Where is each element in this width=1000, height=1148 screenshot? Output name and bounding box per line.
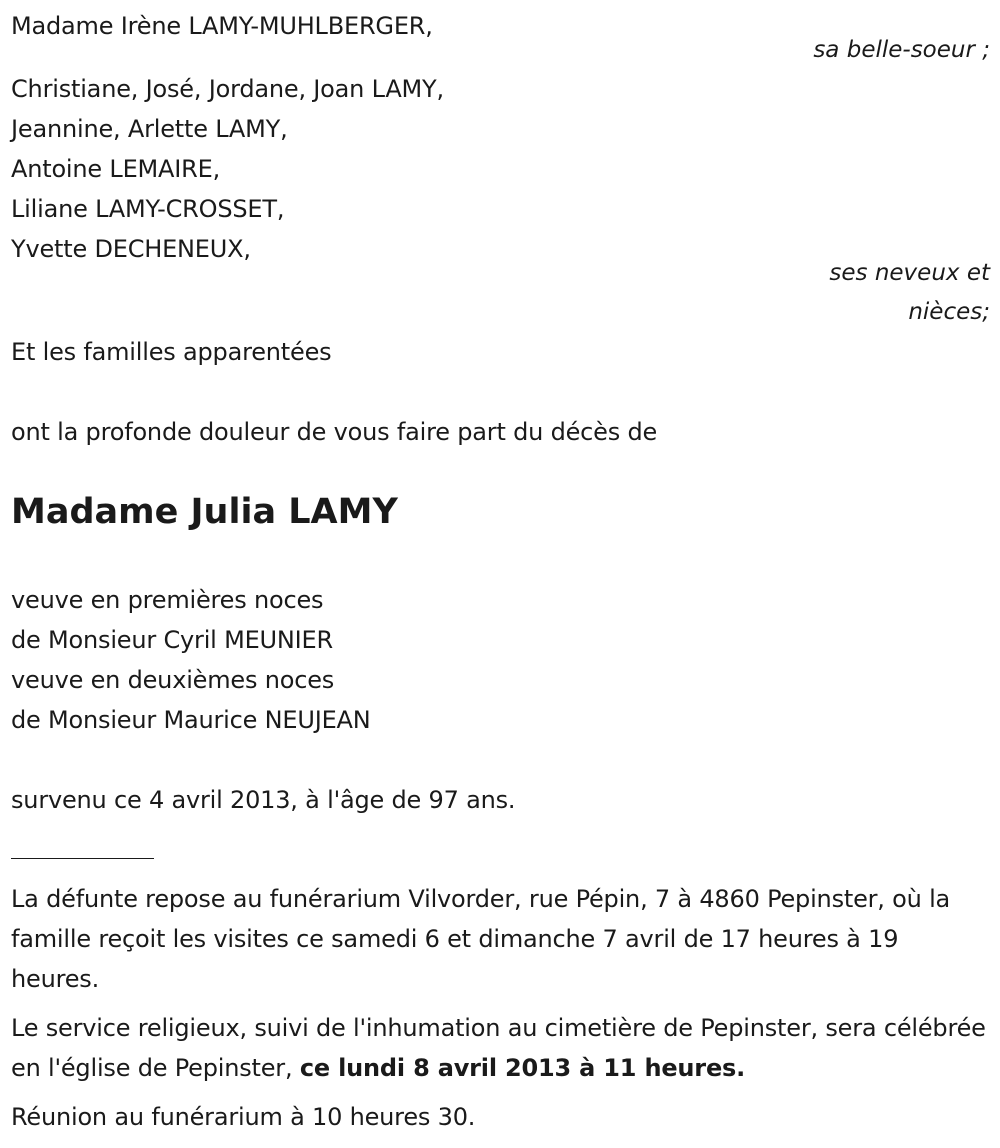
sister-in-law-name: Madame Irène LAMY-MUHLBERGER, xyxy=(11,12,433,40)
service-date: ce lundi 8 avril 2013 à 11 heures. xyxy=(299,1054,746,1082)
announcement-text: ont la profonde douleur de vous faire part du décès de xyxy=(11,418,658,446)
nephew-line: Jeannine, Arlette LAMY, xyxy=(11,115,288,143)
related-families: Et les familles apparentées xyxy=(11,338,332,366)
history-line: de Monsieur Maurice NEUJEAN xyxy=(11,706,371,734)
history-line: de Monsieur Cyril MEUNIER xyxy=(11,626,333,654)
nephew-line: Christiane, José, Jordane, Joan LAMY, xyxy=(11,75,444,103)
service-text: Le service religieux, suivi de l'inhumation au cimetière de Pepinster, sera célébrée en l'église de Pepinster, xyxy=(11,1014,986,1082)
separator-line xyxy=(11,858,154,859)
funeral-home-paragraph: La défunte repose au funérarium Vilvorder, rue Pépin, 7 à 4860 Pepinster, où la famille reçoit les visites ce samedi 6 et dimanche 7 avril de 17 heures à 19 heures. xyxy=(11,885,951,993)
sister-in-law-role: sa belle-soeur ; xyxy=(813,37,990,63)
deceased-name: Madame Julia LAMY xyxy=(11,492,398,532)
nephew-line: Antoine LEMAIRE, xyxy=(11,155,221,183)
nephew-line: Liliane LAMY-CROSSET, xyxy=(11,195,285,223)
death-date: survenu ce 4 avril 2013, à l'âge de 97 ans. xyxy=(11,786,516,814)
meeting-paragraph: Réunion au funérarium à 10 heures 30. xyxy=(11,1103,476,1131)
nephews-role-line1: ses neveux et xyxy=(829,260,990,286)
service-paragraph xyxy=(11,1008,986,1088)
nephews-role-line2: nièces; xyxy=(908,299,990,325)
nephew-line: Yvette DECHENEUX, xyxy=(11,235,251,263)
history-line: veuve en deuxièmes noces xyxy=(11,666,335,694)
history-line: veuve en premières noces xyxy=(11,586,324,614)
